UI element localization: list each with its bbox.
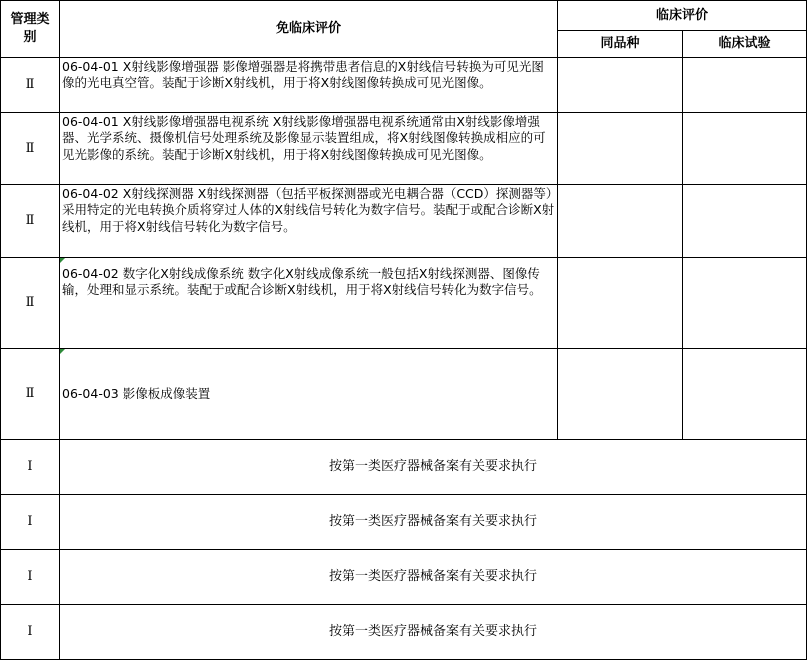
- category-cell: Ⅰ: [1, 440, 60, 495]
- header-clinical-evaluation: 临床评价: [558, 1, 807, 31]
- table-row: [1, 113, 807, 185]
- class-one-note: 按第一类医疗器械备案有关要求执行: [60, 440, 807, 495]
- header-category: 管理类别: [1, 1, 60, 58]
- same-kind-cell: [558, 258, 683, 349]
- description-cell: 06-04-01 X射线影像增强器 影像增强器是将携带患者信息的X射线信号转换为可见光图像的光电真空管。装配于诊断X射线机，用于将X射线图像转换成可见光图像。: [60, 58, 558, 113]
- category-cell: Ⅱ: [1, 185, 60, 258]
- table-row: [1, 349, 807, 440]
- header-row-top: [1, 1, 807, 31]
- clinical-trial-cell: [683, 258, 807, 349]
- table-row: [1, 440, 807, 495]
- table-row: [1, 605, 807, 660]
- category-cell: Ⅱ: [1, 113, 60, 185]
- table-row: [1, 58, 807, 113]
- clinical-trial-cell: [683, 113, 807, 185]
- table-row: [1, 550, 807, 605]
- clinical-trial-cell: [683, 185, 807, 258]
- class-one-note: 按第一类医疗器械备案有关要求执行: [60, 550, 807, 605]
- table-row: [1, 495, 807, 550]
- same-kind-cell: [558, 349, 683, 440]
- category-cell: Ⅱ: [1, 349, 60, 440]
- header-clinical-trial: 临床试验: [683, 31, 807, 58]
- category-cell: Ⅱ: [1, 58, 60, 113]
- header-same-kind: 同品种: [558, 31, 683, 58]
- clinical-trial-cell: [683, 349, 807, 440]
- clinical-trial-cell: [683, 58, 807, 113]
- description-cell: 06-04-02 X射线探测器 X射线探测器（包括平板探测器或光电耦合器（CCD）探测器等）采用特定的光电转换介质将穿过人体的X射线信号转化为数字信号。装配于或配合诊断X射线机，用于将X射线信号转化为数字信号。: [60, 185, 558, 258]
- table-row: [1, 258, 807, 349]
- description-text: 06-04-03 影像板成像装置: [62, 386, 211, 402]
- same-kind-cell: [558, 185, 683, 258]
- category-cell: Ⅱ: [1, 258, 60, 349]
- table-row: [1, 185, 807, 258]
- comment-marker-icon: [60, 258, 65, 263]
- description-text: 06-04-02 数字化X射线成像系统 数字化X射线成像系统一般包括X射线探测器、图像传输，处理和显示系统。装配于或配合诊断X射线机，用于将X射线信号转化为数字信号。: [62, 266, 542, 298]
- category-cell: Ⅰ: [1, 605, 60, 660]
- class-one-note: 按第一类医疗器械备案有关要求执行: [60, 495, 807, 550]
- same-kind-cell: [558, 113, 683, 185]
- description-cell: 06-04-01 X射线影像增强器电视系统 X射线影像增强器电视系统通常由X射线影像增强器、光学系统、摄像机信号处理系统及影像显示装置组成，将X射线图像转换成相应的可见光影像的系统。装配于诊断X射线机，用于将X射线图像转换成可见光图像。: [60, 113, 558, 185]
- category-cell: Ⅰ: [1, 495, 60, 550]
- description-cell: [60, 349, 558, 440]
- class-one-note: 按第一类医疗器械备案有关要求执行: [60, 605, 807, 660]
- same-kind-cell: [558, 58, 683, 113]
- header-exempt-clinical: 免临床评价: [60, 1, 558, 58]
- comment-marker-icon: [60, 349, 65, 354]
- category-cell: Ⅰ: [1, 550, 60, 605]
- description-cell: [60, 258, 558, 349]
